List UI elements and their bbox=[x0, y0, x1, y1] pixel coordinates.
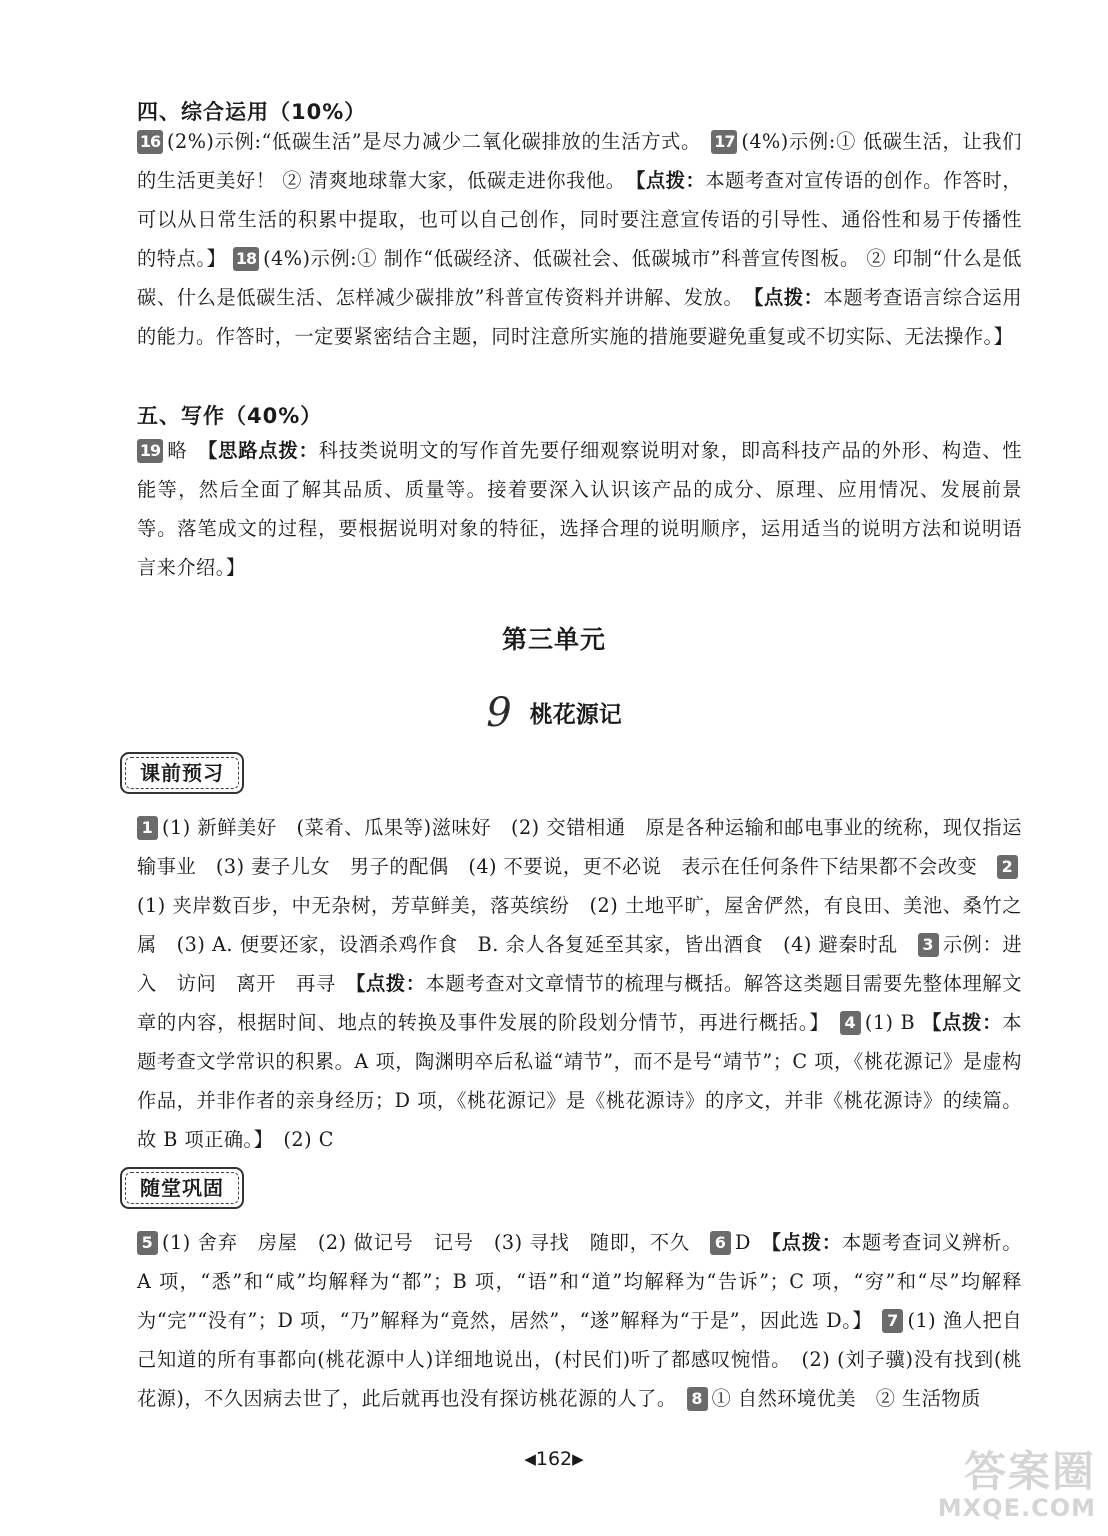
tip-4: 本题考查文学常识的积累。A 项，陶渊明卒后私谥“靖节”，而不是号“靖节”；C 项，《桃花源记》是虚构作品，并非作者的亲身经历；D 项，《桃花源记》是《桃花源诗》的序文，并非《桃花源诗》的续篇。故 B 项正确。】 bbox=[137, 1011, 1022, 1151]
tip-label: 【点拨： bbox=[922, 1011, 1003, 1034]
question-number-16: 16 bbox=[137, 130, 163, 154]
lesson-name: 桃花源记 bbox=[529, 702, 622, 728]
left-arrow-icon: ◀ bbox=[524, 1450, 536, 1468]
answer-18: (4%)示例:① 制作“低碳经济、低碳社会、低碳城市”科普宣传图板。 ② 印制“什么是低碳、什么是低碳生活、怎样减少碳排放”科普宣传资料并讲解、发放。 bbox=[137, 247, 1022, 309]
unit-title: 第三单元 bbox=[501, 625, 606, 654]
lesson-number: 9 bbox=[486, 690, 512, 736]
answer-4: (1) B bbox=[864, 1011, 916, 1034]
tip-label: 【点拨： bbox=[355, 972, 426, 995]
tip-label: 【思路点拨： bbox=[207, 439, 319, 462]
answer-8: ① 自然环境优美 ② 生活物质 bbox=[711, 1387, 981, 1410]
preview-tag-label: 课前预习 bbox=[125, 757, 239, 789]
question-number-17: 17 bbox=[711, 130, 737, 154]
answer-5: (1) 舍弃 房屋 (2) 做记号 记号 (3) 寻找 随即，不久 bbox=[162, 1231, 690, 1254]
answer-1: (1) 新鲜美好 (菜肴、瓜果等)滋味好 (2) 交错相通 原是各种运输和邮电事业的统称，现仅指运输事业 (3) 妻子儿女 男子的配偶 (4) 不要说，更不必说 表示在任何条件下结果都不会改变 bbox=[137, 816, 1022, 878]
tip-label: 【点拨： bbox=[753, 286, 824, 309]
practice-tag bbox=[120, 1167, 244, 1209]
question-number-8: 8 bbox=[687, 1387, 708, 1411]
answer-2: (1) 夹岸数百步，中无杂树，芳草鲜美，落英缤纷 (2) 土地平旷，屋舍俨然，有良田、美池、桑竹之属 (3) A. 便要还家，设酒杀鸡作食 B. 余人各复延至其家，皆出酒食 (4) 避秦时乱 bbox=[137, 894, 1022, 956]
watermark-logo: 答案圈 bbox=[963, 1447, 1096, 1496]
practice-tag-label: 随堂巩固 bbox=[125, 1172, 239, 1204]
answer-19: 略 bbox=[167, 439, 188, 462]
question-number-7: 7 bbox=[882, 1309, 903, 1333]
section-5-answers bbox=[137, 431, 1022, 587]
answer-4-part-2: (2) C bbox=[283, 1128, 334, 1151]
question-number-19: 19 bbox=[137, 439, 163, 463]
right-arrow-icon: ▶ bbox=[572, 1450, 584, 1468]
tip-label: 【点拨： bbox=[635, 169, 706, 192]
practice-answers bbox=[137, 1223, 1022, 1418]
question-number-3: 3 bbox=[918, 933, 939, 957]
watermark-url: MXQE.COM bbox=[937, 1494, 1096, 1522]
tip-6: 本题考查词义辨析。A 项，“悉”和“咸”均解释为“都”；B 项，“语”和“道”均解释为“告诉”；C 项，“穷”和“尽”均解释为“完”“没有”；D 项，“乃”解释为“竟然，居然”，“遂”解释为“于是”，因此选 D。】 bbox=[137, 1231, 1023, 1332]
page-number-value: 162 bbox=[535, 1448, 573, 1470]
section-4-heading: 四、综合运用（10%） bbox=[137, 100, 367, 124]
answer-17: (4%)示例:① 低碳生活，让我们的生活更美好！ ② 清爽地球靠大家，低碳走进你我他。 bbox=[137, 130, 1022, 192]
question-number-4: 4 bbox=[840, 1011, 861, 1035]
question-number-5: 5 bbox=[137, 1231, 158, 1255]
answer-3: 示例：进入 访问 离开 再寻 bbox=[137, 933, 1023, 995]
tip-3: 本题考查对文章情节的梳理与概括。解答这类题目需要先整体理解文章的内容，根据时间、地点的转换及事件发展的阶段划分情节，再进行概括。】 bbox=[137, 972, 1023, 1034]
question-number-6: 6 bbox=[710, 1231, 731, 1255]
lesson-title bbox=[0, 690, 1108, 736]
preview-answers bbox=[137, 808, 1022, 1159]
answer-6: D bbox=[735, 1231, 751, 1254]
tip-18: 本题考查语言综合运用的能力。作答时，一定要紧密结合主题，同时注意所实施的措施要避免重复或不切实际、无法操作。】 bbox=[137, 286, 1023, 348]
question-number-1: 1 bbox=[137, 816, 158, 840]
answer-16: (2%)示例:“低碳生活”是尽力减少二氧化碳排放的生活方式。 bbox=[167, 130, 692, 153]
tip-label: 【点拨： bbox=[771, 1231, 842, 1254]
tip-19: 科技类说明文的写作首先要仔细观察说明对象，即高科技产品的外形、构造、性能等，然后全面了解其品质、质量等。接着要深入认识该产品的成分、原理、应用情况、发展前景等。落笔成文的过程，要根据说明对象的特征，选择合理的说明顺序，运用适当的说明方法和说明语言来介绍。】 bbox=[137, 439, 1023, 579]
preview-tag bbox=[120, 752, 244, 794]
watermark bbox=[916, 1447, 1096, 1530]
section-4-answers bbox=[137, 122, 1022, 356]
question-number-2: 2 bbox=[997, 855, 1018, 879]
tip-17: 本题考查对宣传语的创作。作答时，可以从日常生活的积累中提取，也可以自己创作，同时要注意宣传语的引导性、通俗性和易于传播性的特点。】 bbox=[137, 169, 1023, 270]
section-5-heading: 五、写作（40%） bbox=[137, 404, 323, 428]
question-number-18: 18 bbox=[233, 247, 259, 271]
answer-7: (1) 渔人把自己知道的所有事都向(桃花源中人)详细地说出，(村民们)听了都感叹惋惜。 (2) (刘子骥)没有找到(桃花源)，不久因病去世了，此后就再也没有探访桃花源的人了。 bbox=[137, 1309, 1023, 1410]
